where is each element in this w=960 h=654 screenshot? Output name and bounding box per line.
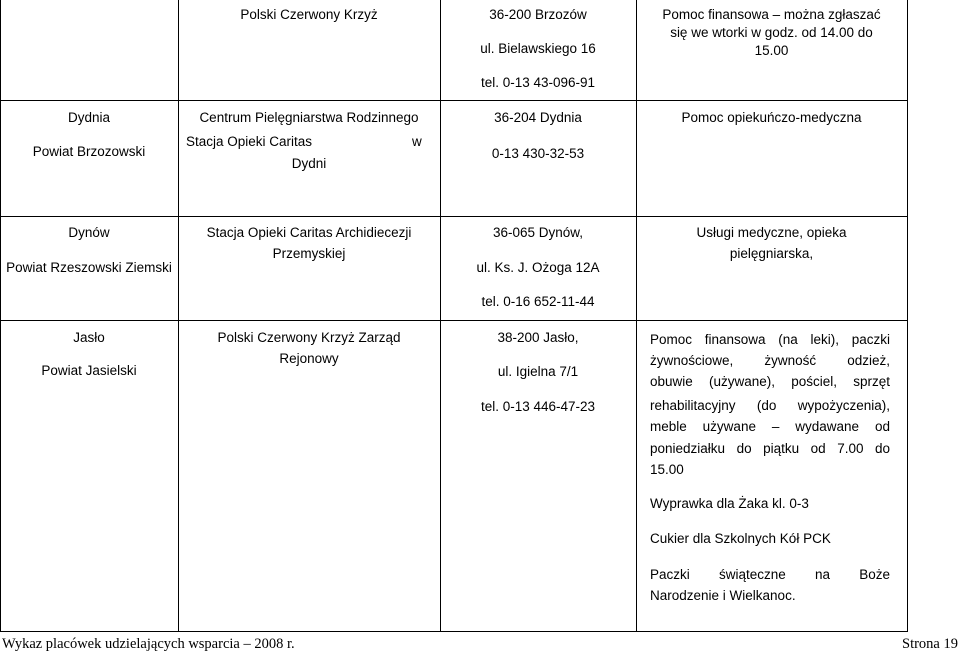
table-border-col2 xyxy=(178,0,179,632)
institution-line: Stacja Opieki Caritas Archidiecezji xyxy=(206,225,412,240)
services-line: Narodzenie i Wielkanoc. xyxy=(650,588,796,603)
footer-document-title: Wykaz placówek udzielających wsparcia – 2008 r. xyxy=(2,636,295,652)
address-line: 36-065 Dynów, xyxy=(492,225,584,240)
row-divider-2 xyxy=(0,216,908,217)
services-line: Cukier dla Szkolnych Kół PCK xyxy=(650,531,831,546)
institution-line: Polski Czerwony Krzyż Zarząd xyxy=(217,330,401,345)
institution-line: Polski Czerwony Krzyż xyxy=(240,7,378,22)
address-line: ul. Bielawskiego 16 xyxy=(480,41,596,56)
services-line: 15.00 xyxy=(650,462,684,477)
services-line: rehabilitacyjny (do wypożyczenia), xyxy=(650,398,890,413)
services-line: obuwie (używane), pościel, sprzęt xyxy=(650,374,890,389)
row-divider-1 xyxy=(0,100,908,101)
address-line: ul. Igielna 7/1 xyxy=(497,364,579,379)
table-border-bottom xyxy=(0,631,908,632)
services-line: meble używane – wydawane od xyxy=(650,419,890,434)
address-line: 0-13 430-32-53 xyxy=(491,146,585,161)
town-name: Dydnia xyxy=(67,110,111,125)
services-line: Wyprawka dla Żaka kl. 0-3 xyxy=(650,496,809,511)
town-name: Dynów xyxy=(68,225,110,240)
institution-line: w xyxy=(412,134,422,149)
district-name: Powiat Rzeszowski Ziemski xyxy=(6,260,172,275)
institution-line: Stacja Opieki Caritas xyxy=(186,134,313,149)
table-border-col4 xyxy=(636,0,637,632)
institution-line: Dydni xyxy=(291,156,327,171)
table-border-col3 xyxy=(440,0,441,632)
address-line: tel. 0-13 446-47-23 xyxy=(480,399,596,414)
address-line: 36-200 Brzozów xyxy=(489,7,587,22)
institution-line: Centrum Pielęgniarstwa Rodzinnego xyxy=(199,110,419,125)
footer-page-number: Strona 19 xyxy=(902,636,958,652)
district-name: Powiat Jasielski xyxy=(41,363,137,378)
address-line: 38-200 Jasło, xyxy=(497,330,579,345)
town-name: Jasło xyxy=(73,330,105,345)
services-line: Pomoc finansowa – można zgłaszać xyxy=(662,7,881,22)
institution-line: Przemyskiej xyxy=(272,246,346,261)
services-line: 15.00 xyxy=(754,43,789,58)
address-line: 36-204 Dydnia xyxy=(494,110,582,125)
district-name: Powiat Brzozowski xyxy=(32,144,146,159)
row-divider-3 xyxy=(0,320,908,321)
services-line: się we wtorki w godz. od 14.00 do xyxy=(670,25,873,40)
institution-line: Rejonowy xyxy=(279,351,339,366)
services-line: Paczki świąteczne na Boże xyxy=(650,567,890,582)
address-line: tel. 0-16 652-11-44 xyxy=(481,294,595,309)
services-line: Pomoc opiekuńczo-medyczna xyxy=(681,110,862,125)
services-line: poniedziałku do piątku od 7.00 do xyxy=(650,441,890,456)
table-border-right xyxy=(907,0,908,632)
services-line: pielęgniarska, xyxy=(729,246,814,261)
address-line: tel. 0-13 43-096-91 xyxy=(480,75,596,90)
services-line: żywnościowe, żywność odzież, xyxy=(650,353,890,368)
address-line: ul. Ks. J. Ożoga 12A xyxy=(476,260,600,275)
services-line: Usługi medyczne, opieka xyxy=(696,225,847,240)
table-border-left xyxy=(0,0,1,632)
services-line: Pomoc finansowa (na leki), paczki xyxy=(650,332,890,347)
